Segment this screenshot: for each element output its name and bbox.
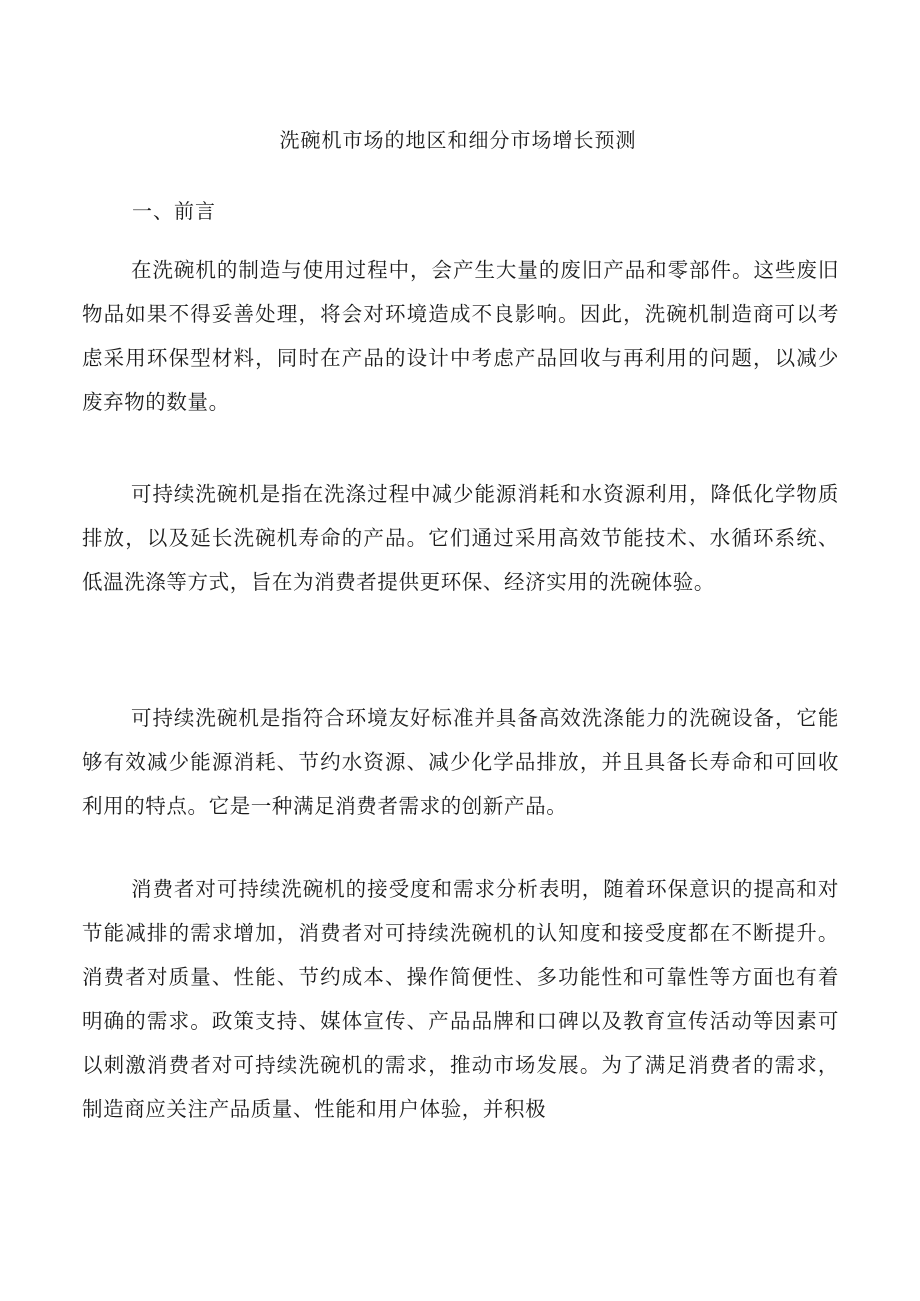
paragraph-2: 可持续洗碗机是指在洗涤过程中减少能源消耗和水资源利用，降低化学物质排放，以及延长洗碗机寿命的产品。它们通过采用高效节能技术、水循环系统、低温洗涤等方式，旨在为消费者提供更环保、经济实用的洗碗体验。 [82,482,839,594]
document-title: 洗碗机市场的地区和细分市场增长预测 [279,128,637,152]
document-page [82,0,844,1301]
section-heading: 一、前言 [132,199,216,223]
paragraph-1: 在洗碗机的制造与使用过程中，会产生大量的废旧产品和零部件。这些废旧物品如果不得妥善处理，将会对环境造成不良影响。因此，洗碗机制造商可以考虑采用环保型材料，同时在产品的设计中考虑产品回收与再利用的问题，以减少废弃物的数量。 [82,258,839,414]
paragraph-3: 可持续洗碗机是指符合环境友好标准并具备高效洗涤能力的洗碗设备，它能够有效减少能源消耗、节约水资源、减少化学品排放，并且具备长寿命和可回收利用的特点。它是一种满足消费者需求的创新产品。 [82,706,839,818]
paragraph-4: 消费者对可持续洗碗机的接受度和需求分析表明，随着环保意识的提高和对节能减排的需求增加，消费者对可持续洗碗机的认知度和接受度都在不断提升。消费者对质量、性能、节约成本、操作简便性、多功能性和可靠性等方面也有着明确的需求。政策支持、媒体宣传、产品品牌和口碑以及教育宣传活动等因素可以刺激消费者对可持续洗碗机的需求，推动市场发展。为了满足消费者的需求，制造商应关注产品质量、性能和用户体验，并积极 [82,877,839,1121]
